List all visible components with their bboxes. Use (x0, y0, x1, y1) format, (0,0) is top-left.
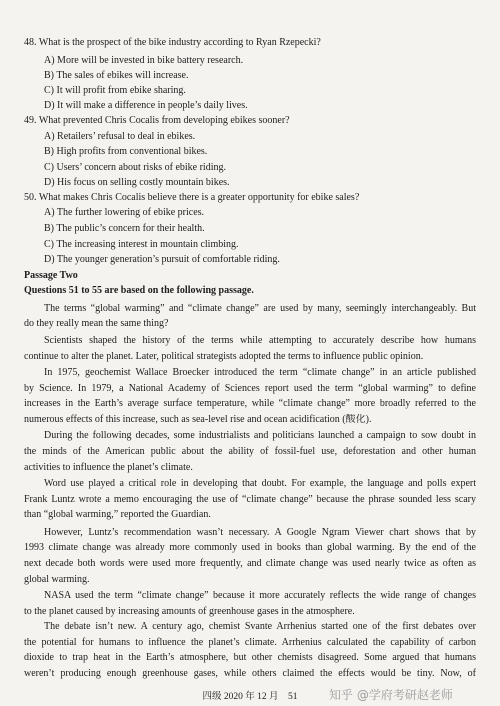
question-50-option-a: A) The further lowering of ebike prices. (44, 207, 205, 219)
passage-line: global warming. (24, 573, 90, 585)
question-49-option-d: D) His focus on selling costly mountain bikes. (44, 177, 230, 189)
passage-line: Frank Luntz wrote a memo encouraging the use of “climate change” because the phrase sounded less scary (24, 493, 476, 505)
watermark: 知乎 @学府考研赵老师 (329, 688, 453, 702)
question-49-option-a: A) Retailers’ refusal to deal in ebikes. (44, 130, 196, 142)
passage-line: than “global warming,” reported the Guardian. (24, 509, 211, 521)
question-50-option-b: B) The public’s concern for their health. (44, 223, 205, 234)
passage-line: dioxide to trap heat in the Earth’s atmosphere, but other chemists disagreed. Some argued that humans (24, 652, 476, 664)
passage-line: The debate isn’t new. A century ago, chemist Svante Arrhenius started one of the first debates over (44, 621, 476, 633)
passage-line: However, Luntz’s recommendation wasn’t necessary. A Google Ngram Viewer chart shows that by (44, 526, 476, 538)
question-49-option-c: C) Users’ concern about risks of ebike riding. (44, 161, 226, 173)
passage-line: to the planet caused by increasing amounts of greenhouse gases in the atmosphere. (24, 605, 355, 617)
passage-line: by Science. In 1979, a National Academy of Sciences report used the term “global warming” to define (24, 382, 476, 394)
passage-line: The terms “global warming” and “climate change” are used by many, seemingly interchangeably. But (44, 302, 476, 314)
passage-line: weren’t producing enough greenhouse gases, while others claimed the effects would be tiny. Now, of (24, 668, 476, 679)
passage-line: NASA used the term “climate change” because it more accurately reflects the wide range of changes (44, 590, 476, 602)
passage-line: During the following decades, some industrialists and politicians launched a campaign to sow doubt in (44, 430, 476, 442)
question-48-option-c: C) It will profit from ebike sharing. (44, 84, 186, 96)
page-footer: 四级 2020 年 12 月 51 (202, 692, 298, 702)
passage-line: 1993 climate change was already more commonly used in books than global warming. By the end of the (24, 542, 476, 554)
question-50-stem: 50. What makes Chris Cocalis believe there is a greater opportunity for ebike sales? (24, 191, 360, 203)
question-48-stem: 48. What is the prospect of the bike industry according to Ryan Rzepecki? (24, 37, 321, 48)
passage-line: do they really mean the same thing? (24, 318, 169, 330)
passage-line: Scientists shaped the history of the terms while attempting to accurately describe how humans (44, 335, 476, 346)
question-49-stem: 49. What prevented Chris Cocalis from developing ebikes sooner? (24, 114, 290, 126)
passage-line: the potential for humans to influence the planet’s climate. Arrhenius calculated the capability of carbon (24, 636, 476, 648)
question-50-option-d: D) The younger generation’s pursuit of comfortable riding. (44, 254, 280, 266)
question-48-option-d: D) It will make a difference in people’s daily lives. (44, 100, 248, 112)
passage-line: the minds of the American public about the ability of fossil-fuel use, deforestation and other human (24, 446, 476, 457)
passage-instruction: Questions 51 to 55 are based on the following passage. (24, 285, 254, 297)
passage-heading: Passage Two (24, 269, 78, 281)
passage-line: next decade both words were used more frequently, and climate change was used nearly twice as often as (24, 558, 476, 569)
passage-line: numerous effects of this increase, such as sea-level rise and ocean acidification (酸化). (24, 413, 372, 425)
question-50-option-c: C) The increasing interest in mountain climbing. (44, 238, 239, 250)
question-48-option-b: B) The sales of ebikes will increase. (44, 70, 189, 82)
question-48-option-a: A) More will be invested in bike battery research. (44, 54, 244, 66)
passage-line: increases in the Earth’s average surface temperature, while “climate change” more broadly referred to the (24, 398, 476, 410)
passage-line: activities to influence the planet’s climate. (24, 461, 193, 473)
question-49-option-b: B) High profits from conventional bikes. (44, 146, 208, 158)
passage-line: continue to alter the planet. Later, political strategists adopted the terms to influence public opinion. (24, 350, 424, 362)
passage-line: In 1975, geochemist Wallace Broecker introduced the term “climate change” in an article published (44, 367, 476, 379)
passage-line: Word use played a critical role in developing that doubt. For example, the language and polls expert (44, 478, 476, 490)
